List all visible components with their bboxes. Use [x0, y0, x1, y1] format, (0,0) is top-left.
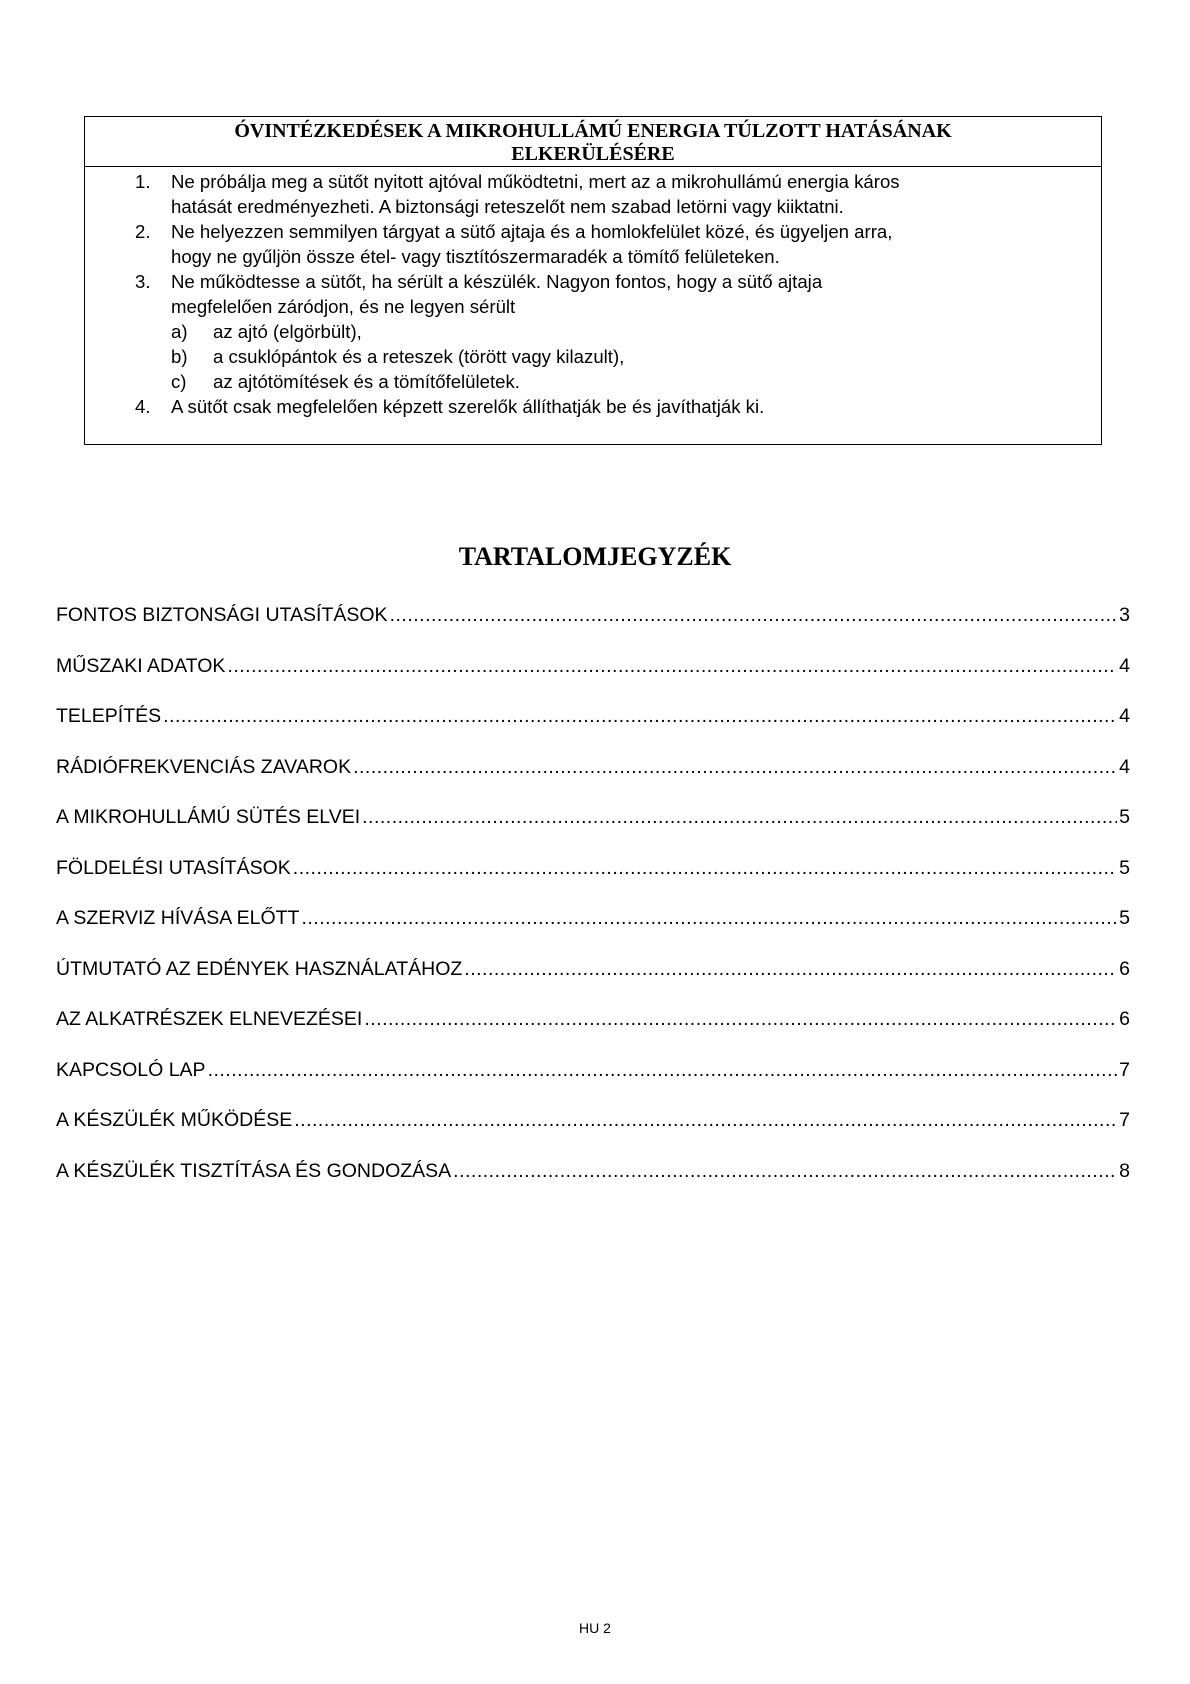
toc-entry[interactable] — [56, 907, 1130, 958]
toc-leader-dots — [364, 1008, 1117, 1031]
precautions-list — [85, 167, 1101, 419]
toc-entry[interactable] — [56, 1059, 1130, 1110]
toc-entry[interactable] — [56, 604, 1130, 655]
toc-entry[interactable] — [56, 1160, 1130, 1211]
toc-entry-page: 8 — [1119, 1159, 1130, 1182]
item-text-line: Ne próbálja meg a sütőt nyitott ajtóval működtetni, mert az a mikrohullámú energia káros — [171, 171, 900, 192]
sub-item-text: a csuklópántok és a reteszek (törött vagy kilazult), — [213, 346, 625, 367]
toc-entry[interactable] — [56, 655, 1130, 706]
precaution-item — [85, 394, 1101, 419]
precaution-item — [85, 169, 1101, 219]
precautions-title-line2: ELKERÜLÉSÉRE — [511, 143, 675, 165]
item-text-line: hatását eredményezheti. A biztonsági reteszelőt nem szabad letörni vagy kiiktatni. — [171, 196, 844, 217]
toc-leader-dots — [227, 655, 1117, 678]
toc-entry-label: RÁDIÓFREKVENCIÁS ZAVAROK — [56, 755, 352, 778]
toc-leader-dots — [163, 705, 1117, 728]
toc-entry-page: 5 — [1119, 907, 1130, 929]
sub-item-text: az ajtótömítések és a tömítőfelületek. — [213, 371, 520, 392]
toc-entry-page: 3 — [1119, 604, 1130, 626]
item-number: 3. — [135, 271, 151, 292]
sub-item-label: b) — [171, 346, 188, 367]
item-text-line: Ne működtesse a sütőt, ha sérült a készülék. Nagyon fontos, hogy a sütő ajtaja — [171, 271, 823, 292]
page-number: HU 2 — [579, 1620, 611, 1636]
toc-entry-label: A KÉSZÜLÉK TISZTÍTÁSA ÉS GONDOZÁSA — [56, 1159, 452, 1182]
toc-entry-page: 4 — [1119, 705, 1130, 727]
precautions-box — [84, 116, 1102, 445]
sub-item — [171, 344, 1101, 369]
toc-title: TARTALOMJEGYZÉK — [458, 542, 732, 571]
precautions-title — [85, 117, 1101, 167]
item-text-line: Ne helyezzen semmilyen tárgyat a sütő ajtaja és a homlokfelület közé, és ügyeljen arra, — [171, 221, 893, 242]
item-number: 1. — [135, 171, 151, 192]
sub-item — [171, 319, 1101, 344]
toc-entry-label: KAPCSOLÓ LAP — [56, 1058, 206, 1081]
toc-entry-label: FÖLDELÉSI UTASÍTÁSOK — [56, 856, 291, 879]
item-number: 2. — [135, 221, 151, 242]
item-number: 4. — [135, 396, 151, 417]
toc-leader-dots — [294, 1109, 1117, 1132]
toc-entry[interactable] — [56, 1008, 1130, 1059]
toc-entry-page: 4 — [1119, 755, 1130, 778]
toc-leader-dots — [464, 958, 1117, 981]
toc-entry-label: ÚTMUTATÓ AZ EDÉNYEK HASZNÁLATÁHOZ — [56, 957, 463, 980]
toc-entry-page: 6 — [1119, 957, 1130, 980]
toc-entry-label: AZ ALKATRÉSZEK ELNEVEZÉSEI — [56, 1008, 363, 1030]
precaution-item — [85, 269, 1101, 394]
item-text-line: megfelelően záródjon, és ne legyen sérült — [171, 296, 516, 317]
toc-entry[interactable] — [56, 857, 1130, 908]
toc-entry-page: 5 — [1119, 806, 1130, 828]
sub-item-label: a) — [171, 321, 188, 342]
toc-entry-label: A MIKROHULLÁMÚ SÜTÉS ELVEI — [56, 806, 361, 828]
sub-item-label: c) — [171, 371, 187, 392]
toc-entry-label: A KÉSZÜLÉK MŰKÖDÉSE — [56, 1109, 293, 1131]
toc-entry-label: MŰSZAKI ADATOK — [56, 654, 226, 677]
toc-entry[interactable] — [56, 756, 1130, 807]
toc-leader-dots — [362, 806, 1117, 829]
toc-entry-label: A SZERVIZ HÍVÁSA ELŐTT — [56, 907, 300, 929]
sub-item — [171, 369, 1101, 394]
toc-entry[interactable] — [56, 1109, 1130, 1160]
toc-entry-label: TELEPÍTÉS — [56, 705, 162, 727]
toc-entry[interactable] — [56, 958, 1130, 1009]
toc-leader-dots — [301, 907, 1117, 930]
toc-leader-dots — [390, 604, 1118, 627]
precaution-item — [85, 219, 1101, 269]
item-text-line: A sütőt csak megfelelően képzett szerelők állíthatják be és javíthatják ki. — [171, 396, 765, 417]
toc-leader-dots — [293, 857, 1117, 880]
sub-item-text: az ajtó (elgörbült), — [213, 321, 362, 342]
toc-entry[interactable] — [56, 806, 1130, 857]
table-of-contents — [56, 604, 1130, 1210]
precautions-title-line1: ÓVINTÉZKEDÉSEK A MIKROHULLÁMÚ ENERGIA TÚLZOTT HATÁSÁNAK — [234, 120, 952, 142]
toc-leader-dots — [453, 1160, 1117, 1183]
toc-leader-dots — [353, 756, 1117, 779]
toc-entry-label: FONTOS BIZTONSÁGI UTASÍTÁSOK — [56, 604, 388, 626]
item-text-line: hogy ne gyűljön össze étel- vagy tisztítószermaradék a tömítő felületeken. — [171, 246, 780, 267]
toc-leader-dots — [208, 1059, 1118, 1082]
toc-entry[interactable] — [56, 705, 1130, 756]
toc-entry-page: 7 — [1119, 1109, 1130, 1131]
toc-entry-page: 6 — [1119, 1008, 1130, 1030]
toc-entry-page: 5 — [1119, 856, 1130, 879]
toc-entry-page: 4 — [1119, 654, 1130, 677]
toc-entry-page: 7 — [1119, 1058, 1130, 1081]
